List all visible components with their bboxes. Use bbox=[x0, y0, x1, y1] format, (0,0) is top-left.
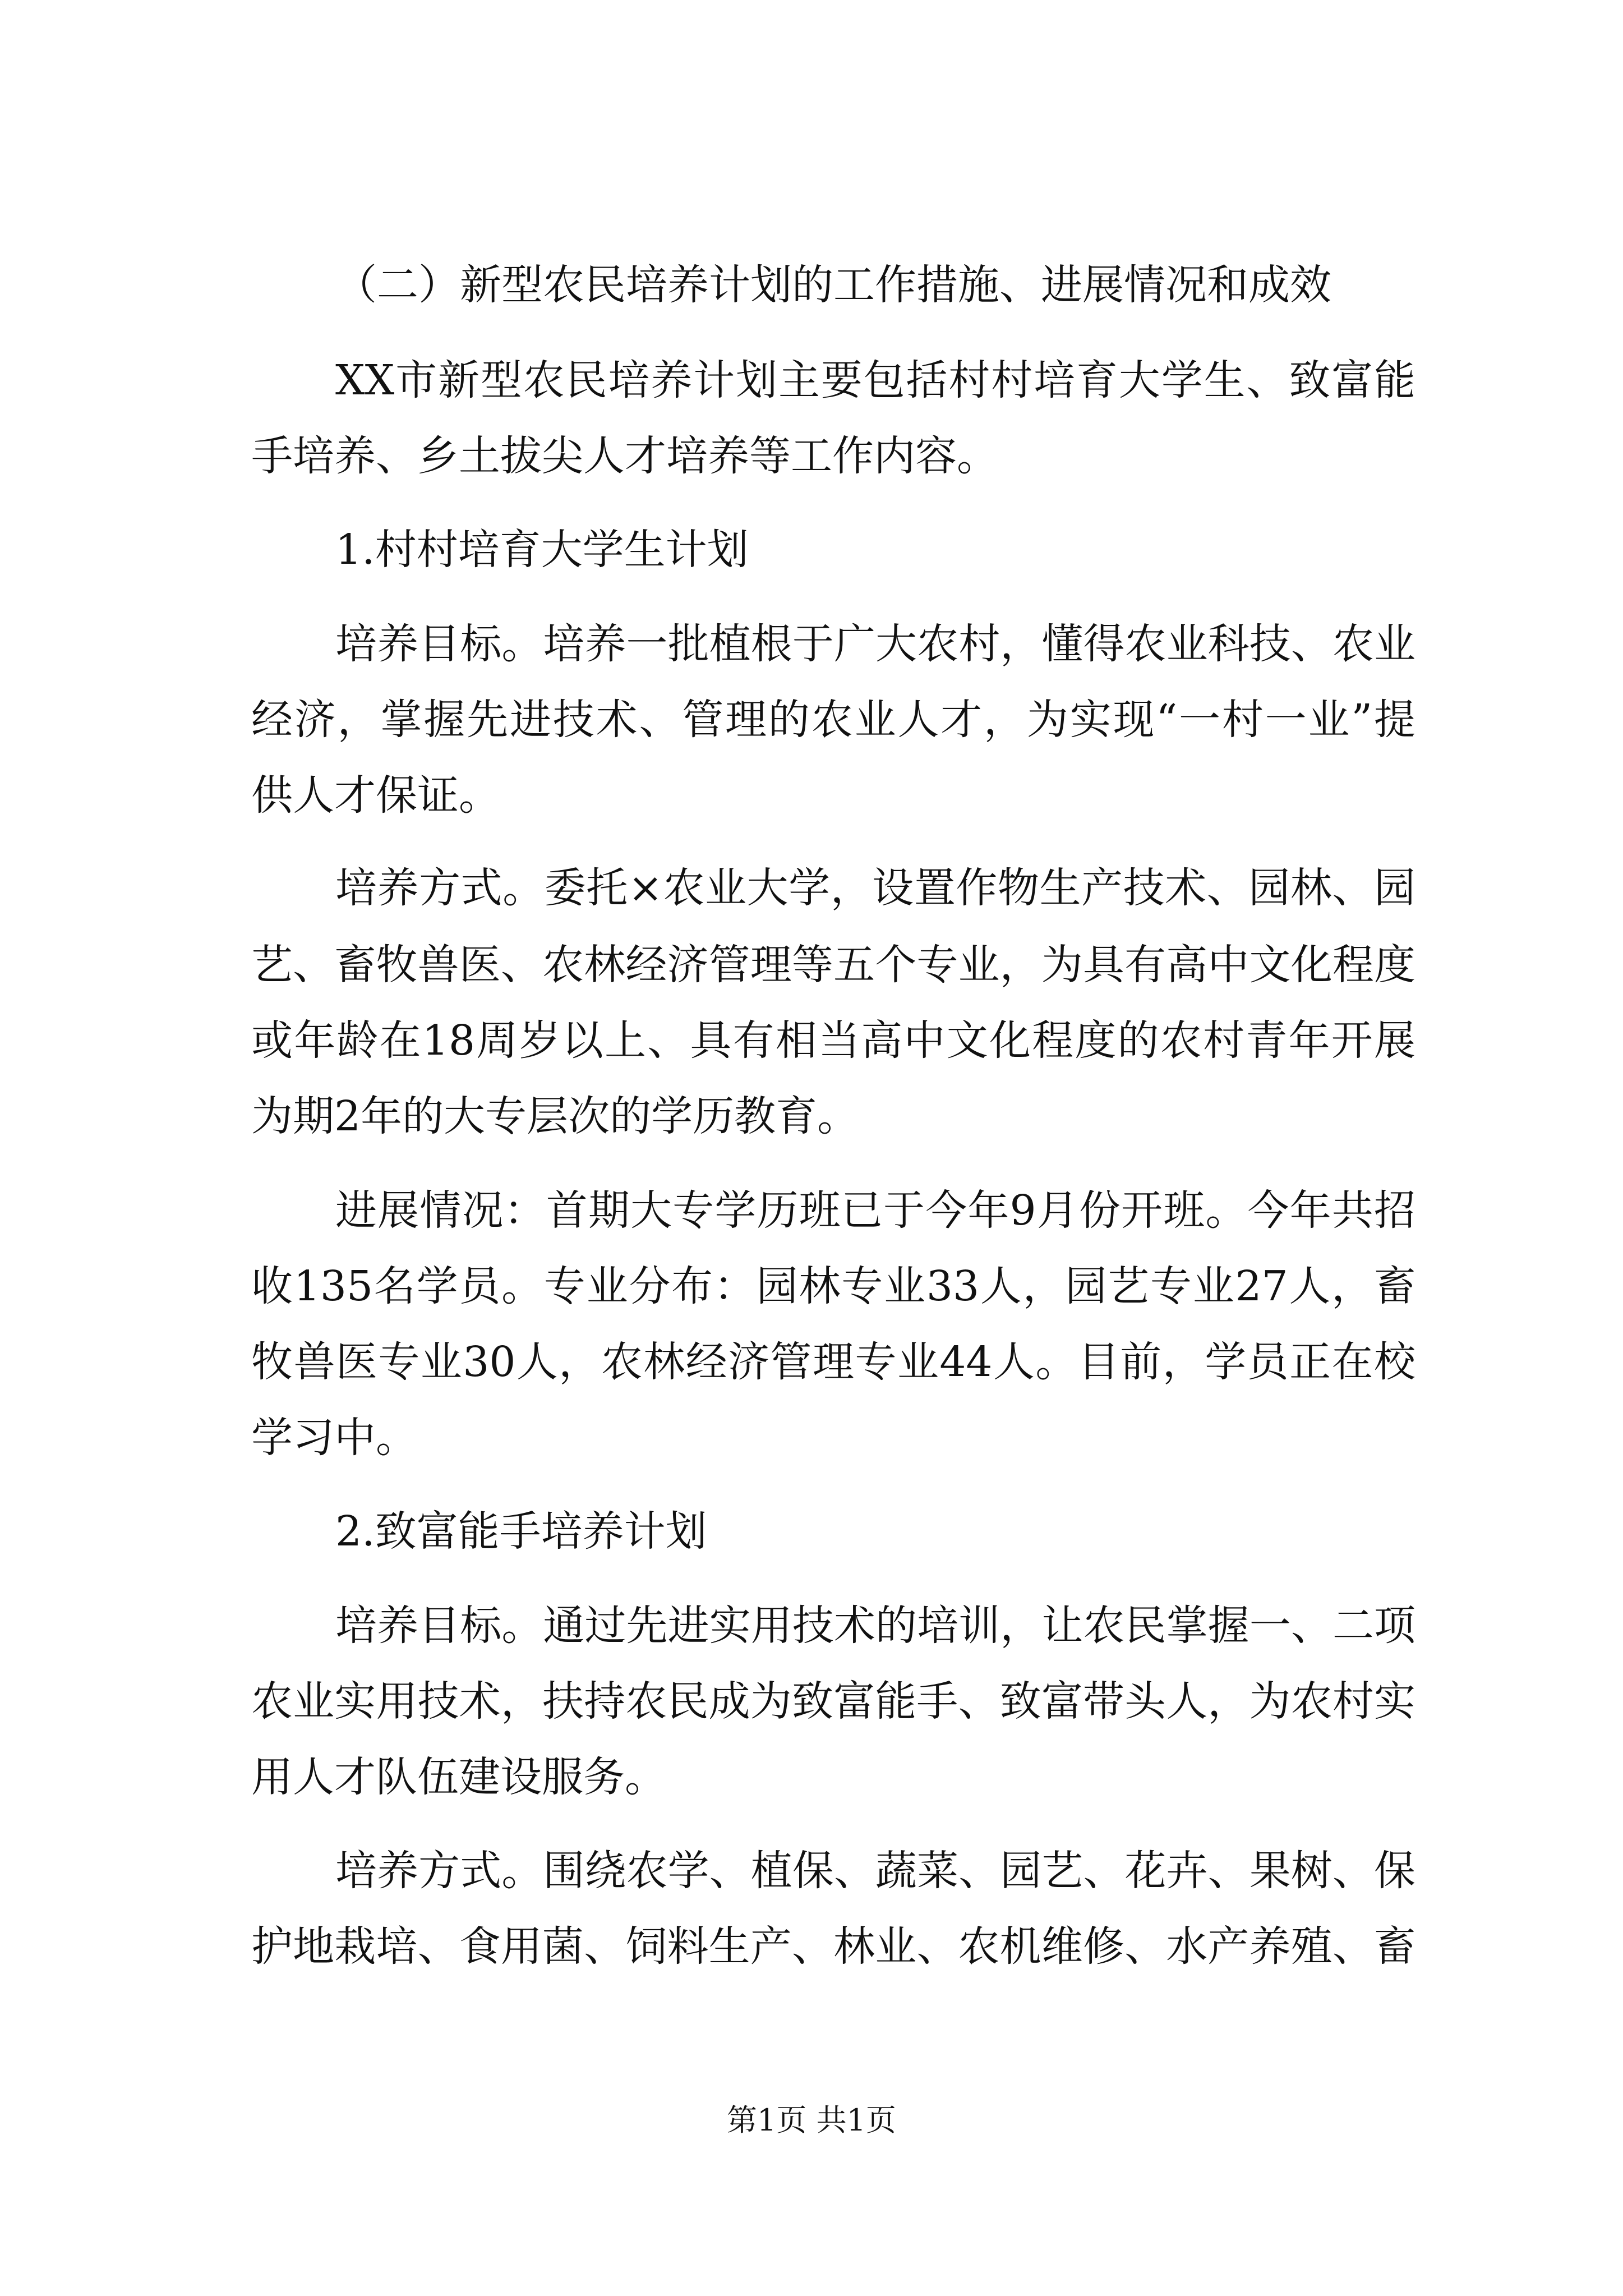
paragraph-line: 护地栽培、食用菌、饲料生产、林业、农机维修、水产养殖、畜 bbox=[251, 1922, 1415, 1971]
paragraph-line: 或年龄在18周岁以上、具有相当高中文化程度的农村青年开展 bbox=[251, 1016, 1415, 1065]
paragraph-line: 培养目标。通过先进实用技术的培训，让农民掌握一、二项 bbox=[335, 1602, 1415, 1650]
paragraph-line: 进展情况：首期大专学历班已于今年9月份开班。今年共招 bbox=[335, 1186, 1415, 1235]
paragraph-line: 手培养、乡土拔尖人才培养等工作内容。 bbox=[251, 432, 998, 480]
paragraph-line: 艺、畜牧兽医、农林经济管理等五个专业，为具有高中文化程度 bbox=[251, 941, 1415, 989]
subsection-heading: 1.村村培育大学生计划 bbox=[335, 526, 749, 574]
paragraph-line: 收135名学员。专业分布：园林专业33人，园艺专业27人，畜 bbox=[251, 1262, 1415, 1310]
page-footer: 第1页 共1页 bbox=[727, 2102, 896, 2138]
subsection-heading: 2.致富能手培养计划 bbox=[335, 1507, 707, 1556]
paragraph-line: 农业实用技术，扶持农民成为致富能手、致富带头人，为农村实 bbox=[251, 1677, 1415, 1726]
paragraph-line: 供人才保证。 bbox=[251, 771, 500, 820]
paragraph-line: 学习中。 bbox=[251, 1414, 417, 1462]
paragraph-line: 牧兽医专业30人，农林经济管理专业44人。目前，学员正在校 bbox=[251, 1338, 1415, 1386]
paragraph-line: 为期2年的大专层次的学历教育。 bbox=[251, 1092, 859, 1140]
paragraph-line: 用人才队伍建设服务。 bbox=[251, 1753, 666, 1801]
paragraph-line: 培养目标。培养一批植根于广大农村，懂得农业科技、农业 bbox=[335, 620, 1415, 668]
paragraph-line: XX市新型农民培养计划主要包括村村培育大学生、致富能 bbox=[335, 356, 1415, 404]
paragraph-line: 培养方式。围绕农学、植保、蔬菜、园艺、花卉、果树、保 bbox=[335, 1847, 1415, 1895]
paragraph-line: 培养方式。委托×农业大学，设置作物生产技术、园林、园 bbox=[335, 864, 1415, 912]
paragraph-line: 经济，掌握先进技术、管理的农业人才，为实现“一村一业”提 bbox=[251, 696, 1415, 744]
section-heading: （二）新型农民培养计划的工作措施、进展情况和成效 bbox=[335, 261, 1331, 309]
